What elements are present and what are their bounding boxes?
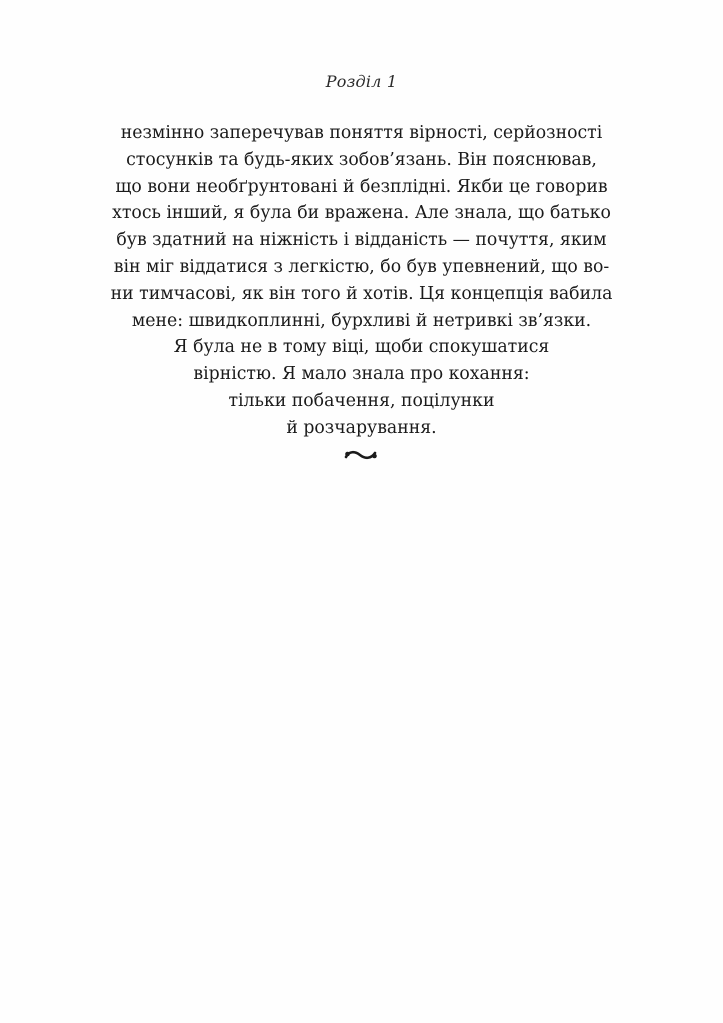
paragraph-line: хтось інший, я була би вражена. Але знала, що батько xyxy=(112,203,611,224)
paragraph-line: був здатний на ніжність і відданість — почуття, яким xyxy=(116,230,607,251)
paragraph-line: стосунків та будь-яких зобов’язань. Він пояснював, xyxy=(126,149,597,170)
paragraph-line: незмінно заперечував поняття вірності, серйозності xyxy=(120,123,603,143)
paragraph-line: він міг віддатися з легкістю, бо був упевнений, що во- xyxy=(113,256,610,277)
tilde-fleuron-icon xyxy=(344,448,378,462)
paragraph-line: мене: швидкоплинні, бурхливі й нетривкі зв’язки. xyxy=(131,310,592,331)
paragraph-line: й розчарування. xyxy=(286,417,437,438)
paragraph-line: Я була не в тому віці, щоби спокушатися xyxy=(173,337,550,358)
paragraph xyxy=(0,120,723,442)
running-head-chapter: Розділ 1 xyxy=(325,72,398,91)
paragraph-line: що вони необґрунтовані й безплідні. Якби це говорив xyxy=(115,176,608,197)
paragraph-line: тільки побачення, поцілунки xyxy=(228,390,495,411)
paragraph-line: ни тимчасові, як він того й хотів. Ця концепція вабила xyxy=(110,283,613,304)
paragraph-line: вірністю. Я мало знала про кохання: xyxy=(193,364,530,385)
